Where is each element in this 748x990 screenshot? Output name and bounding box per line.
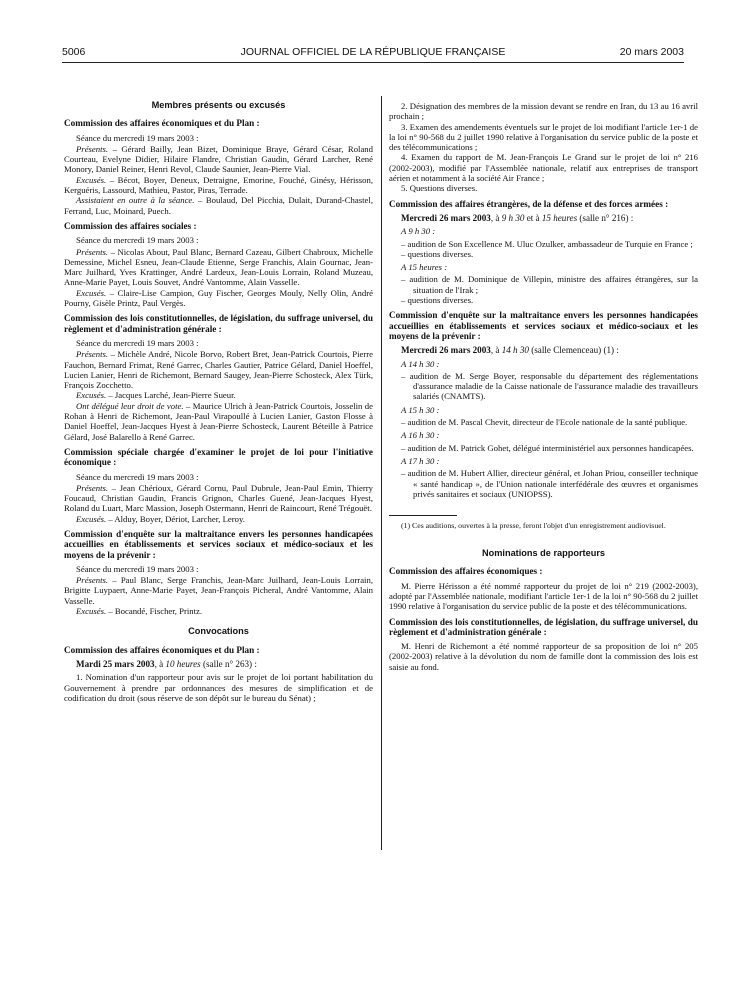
commission-title: Commission d'enquête sur la maltraitance envers les personnes handicapées accueillies en établissements et services sociaux et médico-sociaux et les moyens de la prévenir : — [389, 310, 698, 341]
excuses-label: Excusés. — [76, 174, 107, 185]
presents-list: – Paul Blanc, Serge Franchis, Jean-Marc Juilhard, Jean-Louis Lorrain, Brigitte Luypaert, Anne-Marie Payet, Jean-François Picheral, André Vantomme, Alain Vasselle. — [64, 575, 373, 606]
nomination-text: M. Henri de Richemont a été nommé rapporteur de sa proposition de loi n° 205 (2002-2003) relative à la dévolution du nom de famille dont la commission des lois est saisie au fond. — [389, 641, 698, 672]
excuses-paragraph — [64, 288, 373, 309]
excuses-list: – Alduy, Boyer, Dériot, Larcher, Leroy. — [106, 513, 245, 524]
agenda-item: – audition de Son Excellence M. Uluc Ozulker, ambassadeur de Turquie en France ; — [401, 238, 693, 249]
presents-list: – Michèle André, Nicole Borvo, Robert Bret, Jean-Patrick Courtois, Pierre Fauchon, Bernard Frimat, René Garrec, Charles Gautier, Patrice Gélard, Daniel Hoeffel, Lucien Lanier, Henri de Richemont, Bernard Saugey, Jean-Pierre Schosteck, Alex Türk, François Zocchetto. — [64, 349, 373, 391]
commission-title: Commission des lois constitutionnelles, de législation, du suffrage universel, du règlement et d'administration générale : — [389, 616, 698, 637]
footnote-rule — [389, 515, 457, 516]
date-bold: Mercredi 26 mars 2003 — [401, 212, 491, 223]
convocation-date — [64, 659, 373, 669]
membres-heading: Membres présents ou excusés — [151, 100, 286, 110]
seance-line: Séance du mercredi 19 mars 2003 : — [76, 471, 199, 482]
agenda-item: 1. Nomination d'un rapporteur pour avis sur le projet de loi portant habilitation du Gouvernement à prendre par ordonnances des mesures de simplification et de codification du droit (sous réserve de son dépôt sur le bureau du Sénat) ; — [64, 672, 373, 703]
agenda-item: – audition de M. Pascal Chevit, directeur de l'Ecole nationale de la santé publique. — [401, 417, 688, 428]
commission-title: Commission des affaires économiques : — [389, 566, 543, 577]
excuses-label: Excusés. — [76, 287, 107, 298]
commission-title: Commission des affaires sociales : — [64, 220, 197, 231]
excuses-label: Excusés. — [76, 606, 107, 617]
excuses-list: – Bocandé, Fischer, Printz. — [106, 606, 203, 617]
excuses-paragraph — [64, 175, 373, 196]
header-rule — [62, 62, 684, 63]
presents-paragraph — [64, 247, 373, 288]
excuses-list: – Jacques Larché, Jean-Pierre Sueur. — [106, 390, 236, 401]
hour-label: A 9 h 30 : — [401, 226, 436, 237]
seance-line: Séance du mercredi 19 mars 2003 : — [76, 235, 199, 246]
convocation-date — [389, 213, 698, 223]
commission-title: Commission spéciale chargée d'examiner le projet de loi pour l'initiative économique : — [64, 446, 373, 468]
date-time: 9 h 30 — [501, 212, 525, 223]
delegue-paragraph — [64, 401, 373, 442]
excuses-paragraph — [64, 390, 373, 400]
excuses-label: Excusés. — [76, 390, 107, 401]
presents-paragraph — [64, 144, 373, 175]
date-bold: Mercredi 26 mars 2003 — [401, 345, 491, 356]
agenda-item: – questions diverses. — [401, 295, 474, 306]
excuses-list: – Claire-Lise Campion, Guy Fischer, Georges Mouly, Nelly Olin, André Pourny, Gisèle Printz, Paul Vergès. — [64, 287, 373, 309]
agenda-item: – audition de M. Patrick Gohet, délégué interministériel aux personnes handicapées. — [401, 442, 694, 453]
agenda-item: – audition de M. Hubert Allier, directeur général, et Johan Priou, conseiller technique « santé handicap », de l'Union nationale interfédérale des œuvres et organismes privés sanitaires et sociaux (UNIOPSS). — [401, 468, 698, 499]
presents-list: – Gérard Bailly, Jean Bizet, Dominique Braye, Gérard César, Roland Courteau, Evelyne Didier, Hilaire Flandre, Christian Gaudin, Gérard Larcher, René Monory, Daniel Reiner, Henri Revol, Claude Saunier, Jean-Pierre Vial. — [64, 143, 373, 175]
left-column — [64, 96, 373, 703]
hour-label: A 14 h 30 : — [401, 358, 440, 369]
assist-label: Assistaient en outre à la séance. — [76, 195, 195, 206]
issue-date: 20 mars 2003 — [619, 46, 684, 58]
seance-line: Séance du mercredi 19 mars 2003 : — [76, 337, 199, 348]
commission-title: Commission des affaires économiques et du Plan : — [64, 644, 260, 655]
nominations-heading: Nominations de rapporteurs — [481, 548, 606, 559]
delegue-label: Ont délégué leur droit de vote. — [76, 400, 184, 411]
date-room: (salle Clemenceau) (1) : — [528, 345, 619, 356]
presents-list: – Nicolas About, Paul Blanc, Bernard Cazeau, Gilbert Chabroux, Michelle Demessine, Michel Esneu, Jean-Claude Etienne, Serge Franchis, Alain Gournac, Jean-Marc Juilhard, Yves Krattinger, André Lardeux, Jean-Louis Lorrain, Roland Muzeau, Anne-Marie Payet, Louis Souvet, André Vantomme, Alain Vasselle. — [64, 246, 373, 288]
page-number: 5006 — [62, 46, 86, 58]
agenda-item: 4. Examen du rapport de M. Jean-François Le Grand sur le projet de loi n° 216 (2002-2003), modifié par l'Assemblée nationale, relatif aux entreprises de transport aérien et notamment à la société Air France ; — [389, 152, 698, 184]
seance-line: Séance du mercredi 19 mars 2003 : — [76, 132, 199, 143]
excuses-paragraph — [64, 606, 373, 616]
footnote: (1) Ces auditions, ouvertes à la presse, feront l'objet d'un enregistrement audiovisuel. — [401, 521, 666, 531]
presents-label: Présents. — [76, 575, 109, 586]
date-connector: et à — [524, 212, 542, 223]
excuses-list: – Bécot, Boyer, Deneux, Detraigne, Emorine, Fouché, Ginésy, Hérisson, Kerguéris, Lassourd, Mathieu, Pastor, Piras, Terrade. — [64, 174, 373, 196]
agenda-item: 2. Désignation des membres de la mission devant se rendre en Iran, du 13 au 16 avril prochain ; — [389, 101, 698, 122]
excuses-label: Excusés. — [76, 513, 107, 524]
date-time: 15 heures — [541, 212, 578, 223]
date-room: (salle n° 216) : — [577, 212, 634, 223]
convocations-heading: Convocations — [188, 626, 249, 637]
date-room: (salle n° 263) : — [200, 658, 257, 669]
agenda-item: – questions diverses. — [401, 248, 474, 259]
agenda-item: – audition de M. Serge Boyer, responsable du département des réglementations d'assurance maladie de la Caisse nationale de l'assurance maladie des travailleurs salariés (CNAMTS). — [401, 370, 698, 402]
page-header — [62, 46, 684, 62]
commission-title: Commission des lois constitutionnelles, de législation, du suffrage universel, du règlement et d'administration générale : — [64, 313, 373, 334]
convocation-date — [389, 345, 698, 355]
hour-label: A 17 h 30 : — [401, 455, 440, 466]
commission-title: Commission des affaires économiques et du Plan : — [64, 118, 260, 129]
journal-title: JOURNAL OFFICIEL DE LA RÉPUBLIQUE FRANÇAISE — [240, 46, 506, 58]
hour-label: A 15 h 30 : — [401, 404, 440, 415]
presents-label: Présents. — [76, 482, 109, 493]
delegue-list: – Maurice Ulrich à Jean-Patrick Courtois, Josselin de Rohan à Henri de Richemont, Jean-Paul Virapoullé à Lucien Lanier, Gaston Flosse à Daniel Hoeffel, Jean-Jacques Hyest à Jean-Pierre Schosteck, Laurent Béteille à Patrice Gélard, José Balarello à René Garrec. — [64, 400, 374, 442]
date-time: 14 h 30 — [501, 345, 529, 356]
excuses-paragraph — [64, 514, 373, 524]
date-connector: , à — [154, 658, 166, 669]
date-bold: Mardi 25 mars 2003 — [76, 658, 155, 669]
presents-label: Présents. — [76, 143, 109, 154]
hour-label: A 15 heures : — [401, 262, 448, 273]
presents-label: Présents. — [76, 246, 109, 257]
presents-label: Présents. — [76, 349, 109, 360]
agenda-item: 3. Examen des amendements éventuels sur le projet de loi modifiant l'article 1er-1 de la loi n° 90-568 du 2 juillet 1990 relative à l'organisation du service public de la poste et des télécommunications ; — [389, 121, 698, 153]
right-column — [389, 101, 698, 672]
agenda-item: – audition de M. Dominique de Villepin, ministre des affaires étrangères, sur la situation de l'Irak ; — [401, 274, 698, 295]
hour-label: A 16 h 30 : — [401, 430, 440, 441]
presents-paragraph — [64, 483, 373, 514]
presents-paragraph — [64, 349, 373, 390]
nomination-text: M. Pierre Hérisson a été nommé rapporteur du projet de loi n° 219 (2002-2003), adopté par l'Assemblée nationale, modifiant l'article 1er-1 de la loi n° 90-568 du 2 juillet 1990 relative à l'organisation du service public de la poste et des télécommunications. — [389, 580, 698, 612]
commission-title: Commission des affaires étrangères, de la défense et des forces armées : — [389, 198, 669, 209]
assist-list: – Boulaud, Del Picchia, Dulait, Durand-Chastel, Ferrand, Luc, Moinard, Puech. — [64, 195, 373, 216]
date-connector: , à — [490, 212, 502, 223]
seance-line: Séance du mercredi 19 mars 2003 : — [76, 563, 199, 574]
assist-paragraph — [64, 195, 373, 216]
presents-list: – Jean Chérioux, Gérard Cornu, Paul Dubrule, Jean-Paul Emin, Thierry Foucaud, Christian Gaudin, Francis Grignon, Charles Guené, Jean-Jacques Hyest, Roland du Luart, Marc Massion, Joseph Ostermann, Henri de Raincourt, René Trégouët. — [64, 482, 373, 514]
commission-title: Commission d'enquête sur la maltraitance envers les personnes handicapées accueillies en établissements et services sociaux et médico-sociaux et les moyens de la prévenir : — [64, 528, 373, 560]
date-time: 10 heures — [165, 658, 201, 669]
agenda-item: 5. Questions diverses. — [401, 183, 478, 194]
column-divider — [381, 96, 382, 850]
presents-paragraph — [64, 575, 373, 606]
date-connector: , à — [490, 345, 502, 356]
